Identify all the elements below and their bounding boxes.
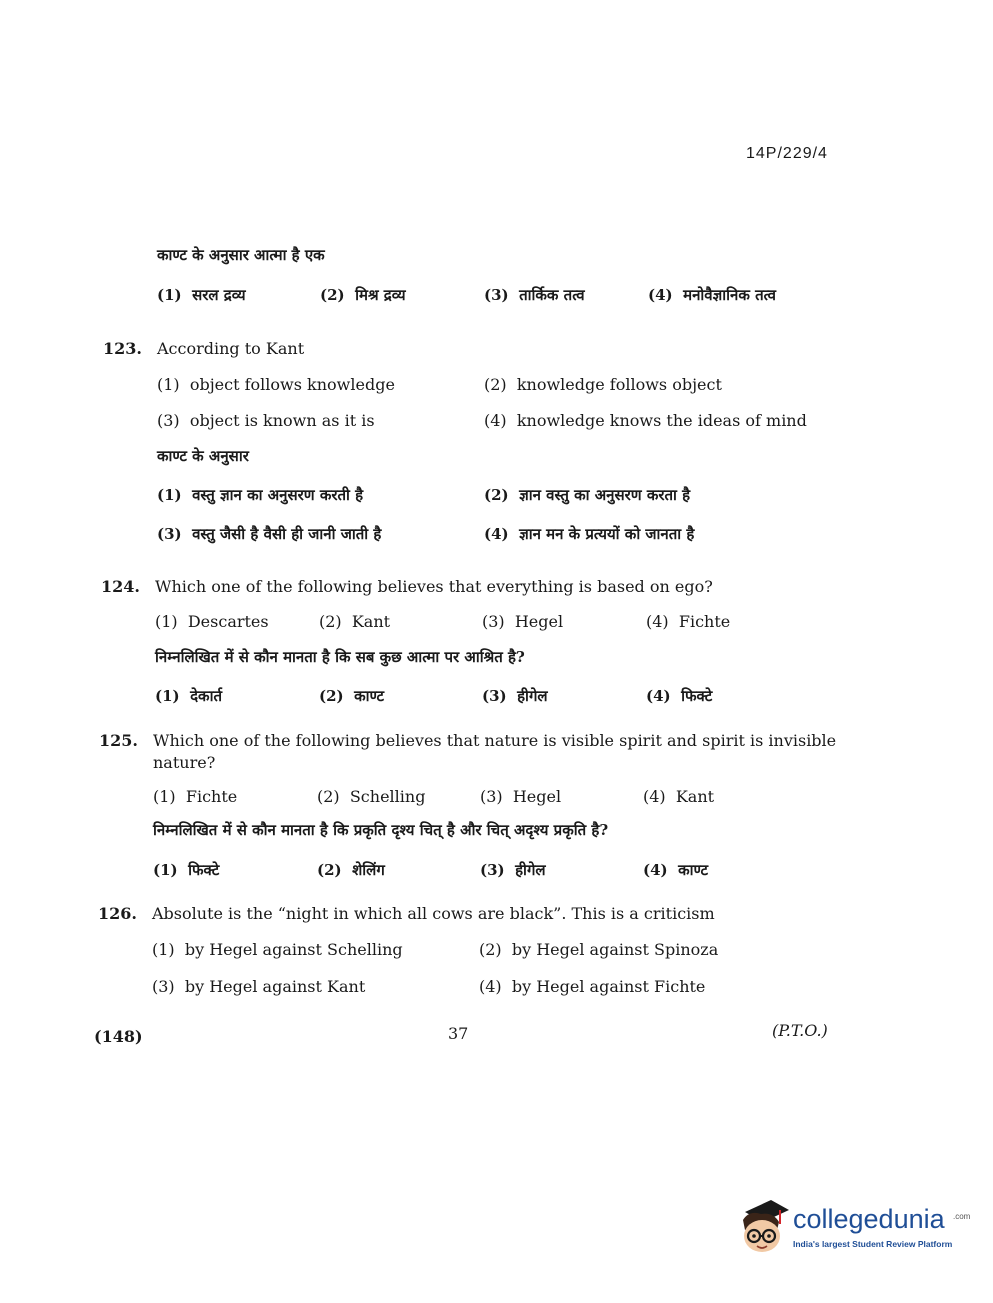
option (157, 411, 375, 430)
option-text: हीगेल (515, 861, 546, 879)
option-text: ज्ञान वस्तु का अनुसरण करता है (519, 486, 691, 504)
option-number: (4) (646, 612, 669, 631)
option-number: (3) (484, 286, 509, 304)
option (480, 787, 561, 806)
option-hindi (648, 285, 776, 305)
option-number: (3) (480, 861, 505, 879)
option (153, 787, 237, 806)
option (479, 940, 718, 959)
option (482, 612, 563, 631)
option-number: (4) (484, 525, 509, 543)
footer-code: (148) (94, 1027, 143, 1046)
option-hindi (157, 485, 363, 505)
option-text: मनोवैज्ञानिक तत्व (683, 286, 776, 304)
option-hindi (484, 485, 690, 505)
option-text: object follows knowledge (189, 375, 395, 394)
option-number: (1) (157, 486, 182, 504)
option-hindi (319, 686, 384, 706)
option-number: (2) (317, 787, 340, 806)
option-number: (2) (484, 375, 507, 394)
option-number: (3) (152, 977, 175, 996)
mascot-icon (735, 1196, 791, 1256)
question-text: Which one of the following believes that everything is based on ego? (155, 577, 713, 596)
option-number: (2) (319, 612, 342, 631)
option-hindi (484, 524, 694, 544)
option-number: (3) (157, 411, 180, 430)
option-text: काण्ट (354, 687, 385, 705)
option-number: (1) (153, 787, 176, 806)
option-number: (4) (479, 977, 502, 996)
option (319, 612, 390, 631)
option-hindi (480, 860, 546, 880)
option-text: सरल द्रव्य (192, 286, 246, 304)
option (152, 977, 365, 996)
option-text: knowledge follows object (516, 375, 722, 394)
question-number: 125. (99, 731, 138, 750)
option (479, 977, 705, 996)
option (152, 940, 403, 959)
option-text: Fichte (185, 787, 238, 806)
question-text: According to Kant (157, 339, 305, 358)
option-number: (3) (480, 787, 503, 806)
option-number: (1) (157, 375, 180, 394)
question-number: 126. (98, 904, 137, 923)
paper-code: 14P/229/4 (746, 145, 828, 162)
option (646, 612, 730, 631)
option-text: मिश्र द्रव्य (355, 286, 406, 304)
pto-label: (P.T.O.) (772, 1021, 828, 1040)
option-text: हीगेल (517, 687, 548, 705)
logo-domain: .com (953, 1212, 971, 1221)
option-text: Hegel (512, 787, 562, 806)
option-number: (3) (482, 612, 505, 631)
option-text: काण्ट (678, 861, 709, 879)
option-hindi (482, 686, 548, 706)
option-hindi (317, 860, 385, 880)
question-hindi-text: निम्नलिखित में से कौन मानता है कि सब कुछ आत्मा पर आश्रित है? (155, 648, 525, 666)
option-text: तार्किक तत्व (519, 286, 585, 304)
option-text: ज्ञान मन के प्रत्ययों को जानता है (519, 525, 695, 543)
option-number: (2) (479, 940, 502, 959)
option-text: knowledge knows the ideas of mind (516, 411, 807, 430)
option-hindi (484, 285, 585, 305)
option-text: object is known as it is (189, 411, 375, 430)
option-text: Schelling (349, 787, 426, 806)
option-number: (4) (648, 286, 673, 304)
question-hindi-text: काण्ट के अनुसार (157, 447, 249, 465)
option (643, 787, 714, 806)
option-number: (4) (484, 411, 507, 430)
option-number: (2) (319, 687, 344, 705)
option-number: (2) (484, 486, 509, 504)
option-text: वस्तु ज्ञान का अनुसरण करती है (192, 486, 364, 504)
option (317, 787, 425, 806)
option-hindi (320, 285, 406, 305)
page-number: 37 (448, 1024, 469, 1043)
option-text: Kant (675, 787, 715, 806)
option (484, 375, 722, 394)
option-text: by Hegel against Spinoza (511, 940, 719, 959)
question-text-line-1: Which one of the following believes that nature is visible spirit and spirit is invisible (153, 731, 837, 750)
option-number: (1) (152, 940, 175, 959)
question-hindi-text: काण्ट के अनुसार आत्मा है एक (157, 246, 325, 264)
option-text: by Hegel against Schelling (184, 940, 403, 959)
option-text: by Hegel against Kant (184, 977, 366, 996)
option-number: (4) (643, 861, 668, 879)
option (157, 375, 395, 394)
option-text: by Hegel against Fichte (511, 977, 706, 996)
option (155, 612, 269, 631)
option-text: वस्तु जैसी है वैसी ही जानी जाती है (192, 525, 382, 543)
option-text: Kant (351, 612, 391, 631)
question-number: 123. (103, 339, 142, 358)
collegedunia-logo[interactable] (735, 1196, 971, 1256)
option (484, 411, 807, 430)
question-hindi-text: निम्नलिखित में से कौन मानता है कि प्रकृति दृश्य चित् है और चित् अदृश्य प्रकृति है? (153, 821, 609, 839)
question-number: 124. (101, 577, 140, 596)
option-number: (1) (153, 861, 178, 879)
logo-tagline: India's largest Student Review Platform (793, 1239, 953, 1249)
option-number: (1) (157, 286, 182, 304)
option-hindi (155, 686, 222, 706)
option-hindi (157, 524, 381, 544)
option-text: शेलिंग (352, 861, 385, 879)
option-text: फिक्टे (188, 861, 220, 879)
option-text: फिक्टे (681, 687, 713, 705)
option-number: (2) (317, 861, 342, 879)
option-hindi (153, 860, 219, 880)
logo-wordmark: collegedunia (793, 1204, 945, 1234)
option-number: (3) (482, 687, 507, 705)
option-number: (1) (155, 687, 180, 705)
option-hindi (643, 860, 708, 880)
option-text: Fichte (678, 612, 731, 631)
option-hindi (646, 686, 712, 706)
option-number: (1) (155, 612, 178, 631)
option-hindi (157, 285, 246, 305)
question-text: Absolute is the “night in which all cows are black”. This is a criticism (152, 904, 715, 923)
option-number: (2) (320, 286, 345, 304)
option-text: Descartes (187, 612, 269, 631)
option-number: (4) (643, 787, 666, 806)
option-number: (3) (157, 525, 182, 543)
option-text: देकार्त (190, 687, 223, 705)
question-text-line-2: nature? (153, 753, 216, 772)
option-text: Hegel (514, 612, 564, 631)
option-number: (4) (646, 687, 671, 705)
